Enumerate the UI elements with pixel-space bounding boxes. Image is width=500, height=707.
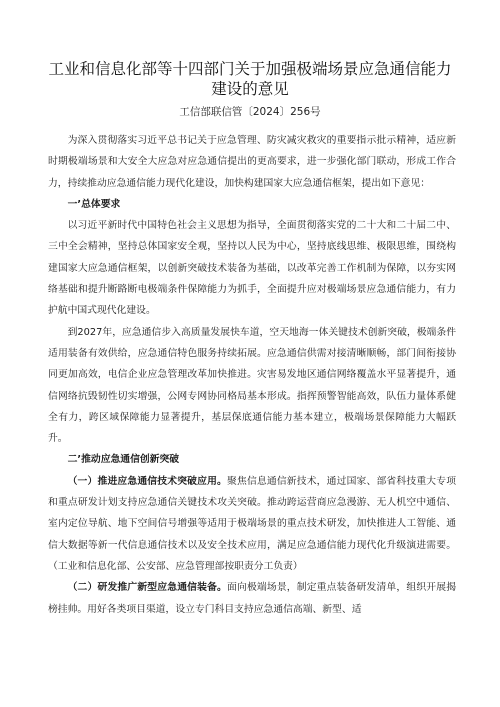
paragraph-guiding-principles: 以习近平新时代中国特色社会主义思想为指导，全面贯彻落实党的二十大和二十届二中、三中全会精神，坚持总体国家安全观，坚持以人民为中心，坚持底线思维、极限思维，围绕构建国家大应急通信框架，以创新突破技术装备为基础，以改革完善工作机制为保障，以夯实网络基础和提升断路断电极端条件保障能力为抓手，全面提升应对极端场景应急通信能力，有力护航中国式现代化建设。: [48, 220, 456, 317]
item-1-paragraph: [48, 471, 456, 577]
document-title-line-2: 建设的意见: [211, 80, 289, 98]
document-body: [48, 130, 456, 620]
intro-paragraph: 为深入贯彻落实习近平总书记关于应急管理、防灾减灾救灾的重要指示批示精神，适应新时期极端场景和大安全大应急对应急通信提出的更高要求，进一步强化部门联动，形成工作合力，持续推动应急通信能力现代化建设，加快构建国家大应急通信框架，提出如下意见：: [48, 135, 456, 189]
item-1-title: （一）推进应急通信技术突破应用。: [67, 475, 228, 487]
item-1-text: 聚焦信息通信新技术，通过国家、部省科技重大专项和重点研发计划支持应急通信关键技术攻关突破。推动跨运营商应急漫游、无人机空中通信、室内定位导航、地下空间信号增强等适用于极端场景的重点技术研发，加快推进人工智能、通信大数据等新一代信息通信技术以及安全技术应用，满足应急通信能力现代化升级演进需要。（工业和信息化部、公安部、应急管理部按职责分工负责）: [48, 475, 457, 572]
item-2-paragraph: [48, 577, 456, 620]
item-2-title: （二）研发推广新型应急通信装备。: [67, 582, 228, 594]
document-title-line-1: 工业和信息化部等十四部门关于加强极端场景应急通信能力: [48, 60, 452, 78]
document-number: 工信部联信管〔2024〕256号: [179, 106, 321, 118]
item-2-text: 面向极端场景，制定重点装备研发清单，组织开展揭榜挂帅。用好各类项目渠道，设立专门科目支持应急通信高端、新型、适: [48, 582, 457, 615]
section-heading-innovation: 二’推动应急通信创新突破: [67, 454, 180, 466]
paragraph-2027-goals: 到2027年，应急通信步入高质量发展快车道，空天地海一体关键技术创新突破，极端条件适用装备有效供给，应急通信特色服务持续拓展。应急通信供需对接清晰顺畅，部门间衔接协同更加高效，电信企业应急管理改革加快推进。灾害易发地区通信网络覆盖水平显著提升，通信网络抗毁韧性切实增强，公网专网协同格局基本形成。指挥预警智能高效，队伍力量体系健全有力，跨区域保障能力显著提升，基层保底通信能力基本建立，极端场景保障能力大幅跃升。: [48, 326, 456, 445]
section-heading-general-requirements: 一’总体要求: [67, 198, 121, 210]
